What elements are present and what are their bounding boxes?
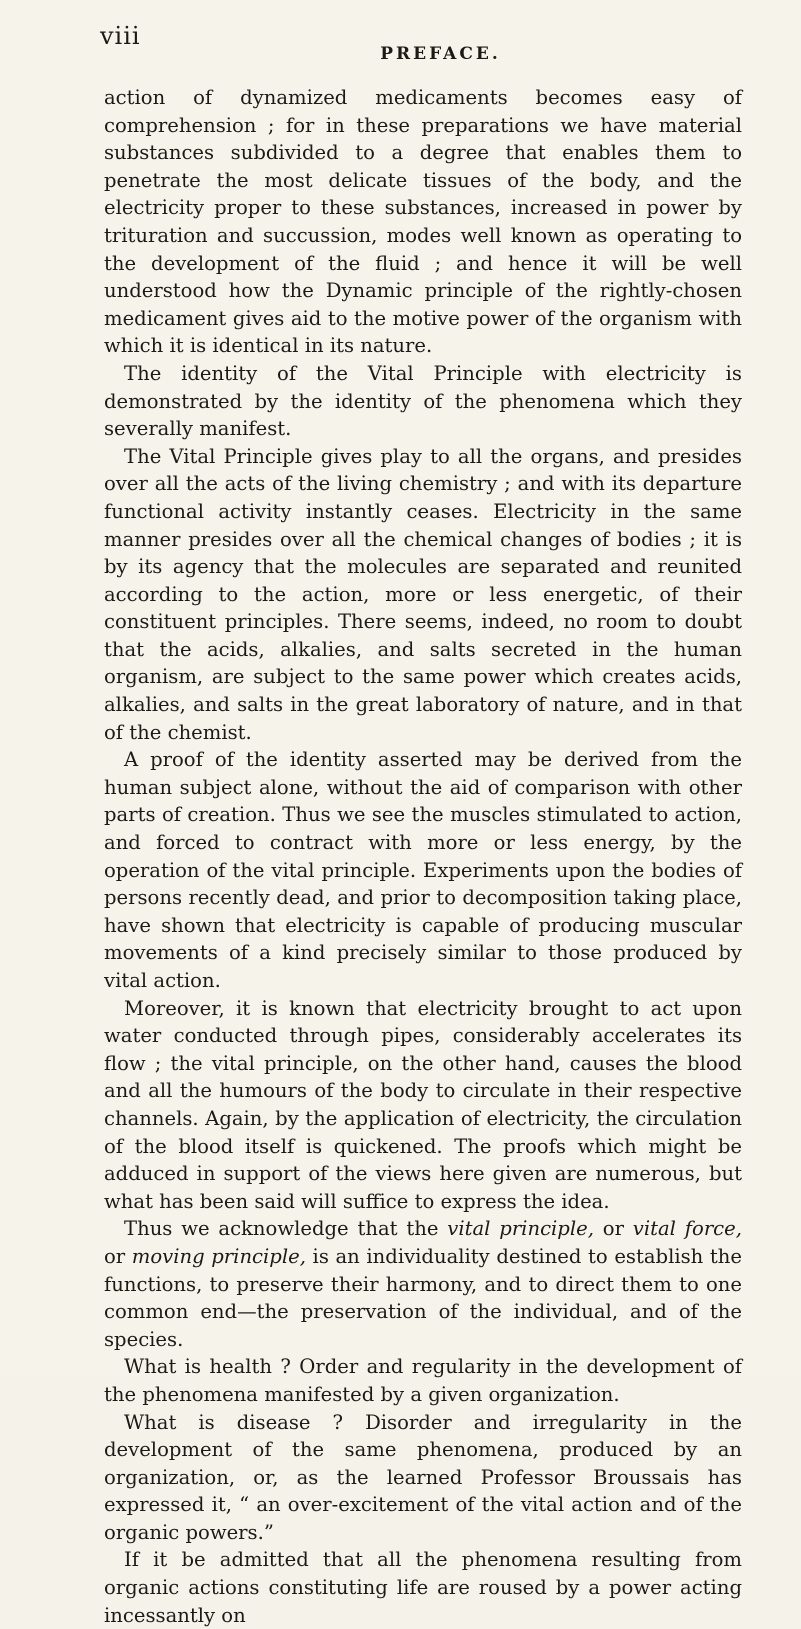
running-head: PREFACE. bbox=[380, 44, 501, 64]
paragraph-text: or bbox=[593, 1217, 633, 1241]
italic-term: vital force, bbox=[632, 1217, 742, 1241]
page-number: viii bbox=[100, 22, 141, 50]
paragraph-text: Thus we acknowledge that the bbox=[124, 1217, 448, 1241]
paragraph bbox=[104, 1215, 742, 1353]
italic-term: moving principle, bbox=[131, 1244, 306, 1268]
italic-term: vital principle, bbox=[447, 1217, 594, 1241]
paragraph: Moreover, it is known that electricity brought to act upon water conducted through pipes, considerably accelerates its flow ; the vital principle, on the other hand, causes the blood and all the humours of the body to circulate in their respective channels. Again, by the application of electricity, the circulation of the blood itself is quickened. The proofs which might be adduced in support of the views here given are numerous, but what has been said will suffice to express the idea. bbox=[104, 996, 742, 1213]
paragraph-text: is an individuality destined to establish the functions, to preserve their harmony, and to direct them to one common end—the preservation of the individual, and of the species. bbox=[104, 1244, 742, 1351]
paragraph: The identity of the Vital Principle with electricity is demonstrated by the identity of the phenomena which they severally manifest. bbox=[104, 361, 742, 441]
paragraph: action of dynamized medicaments becomes easy of comprehension ; for in these preparations we have material substances subdivided to a degree that enables them to penetrate the most delicate tissues of the body, and the electricity proper to these substances, increased in power by trituration and succussion, modes well known as operating to the development of the fluid ; and hence it will be well understood how the Dynamic principle of the rightly-chosen medicament gives aid to the motive power of the organism with which it is identical in its nature. bbox=[104, 86, 742, 358]
body-text bbox=[104, 84, 742, 1629]
paragraph: What is disease ? Disorder and irregularity in the development of the same phenomena, produced by an organization, or, as the learned Professor Broussais has expressed it, “ an over-excitement of the vital action and of the organic powers.” bbox=[104, 1410, 742, 1544]
paragraph: What is health ? Order and regularity in the development of the phenomena manifested by a given organization. bbox=[104, 1355, 742, 1406]
paragraph: A proof of the identity asserted may be derived from the human subject alone, without the aid of comparison with other parts of creation. Thus we see the muscles stimulated to action, and forced to contract with more or less energy, by the operation of the vital principle. Experiments upon the bodies of persons recently dead, and prior to decomposition taking place, have shown that electricity is capable of producing muscular movements of a kind precisely similar to those produced by vital action. bbox=[104, 748, 742, 992]
paragraph-text: or bbox=[104, 1244, 132, 1268]
paragraph: If it be admitted that all the phenomena resulting from organic actions constituting life are roused by a power acting incessantly on bbox=[104, 1548, 742, 1627]
page-header bbox=[100, 22, 741, 62]
paragraph: The Vital Principle gives play to all the organs, and presides over all the acts of the living chemistry ; and with its departure functional activity instantly ceases. Electricity in the same manner presides over all the chemical changes of bodies ; it is by its agency that the molecules are separated and reunited according to the action, more or less energetic, of their constituent principles. There seems, indeed, no room to doubt that the acids, alkalies, and salts secreted in the human organism, are subject to the same power which creates acids, alkalies, and salts in the great laboratory of nature, and in that of the chemist. bbox=[104, 444, 742, 744]
